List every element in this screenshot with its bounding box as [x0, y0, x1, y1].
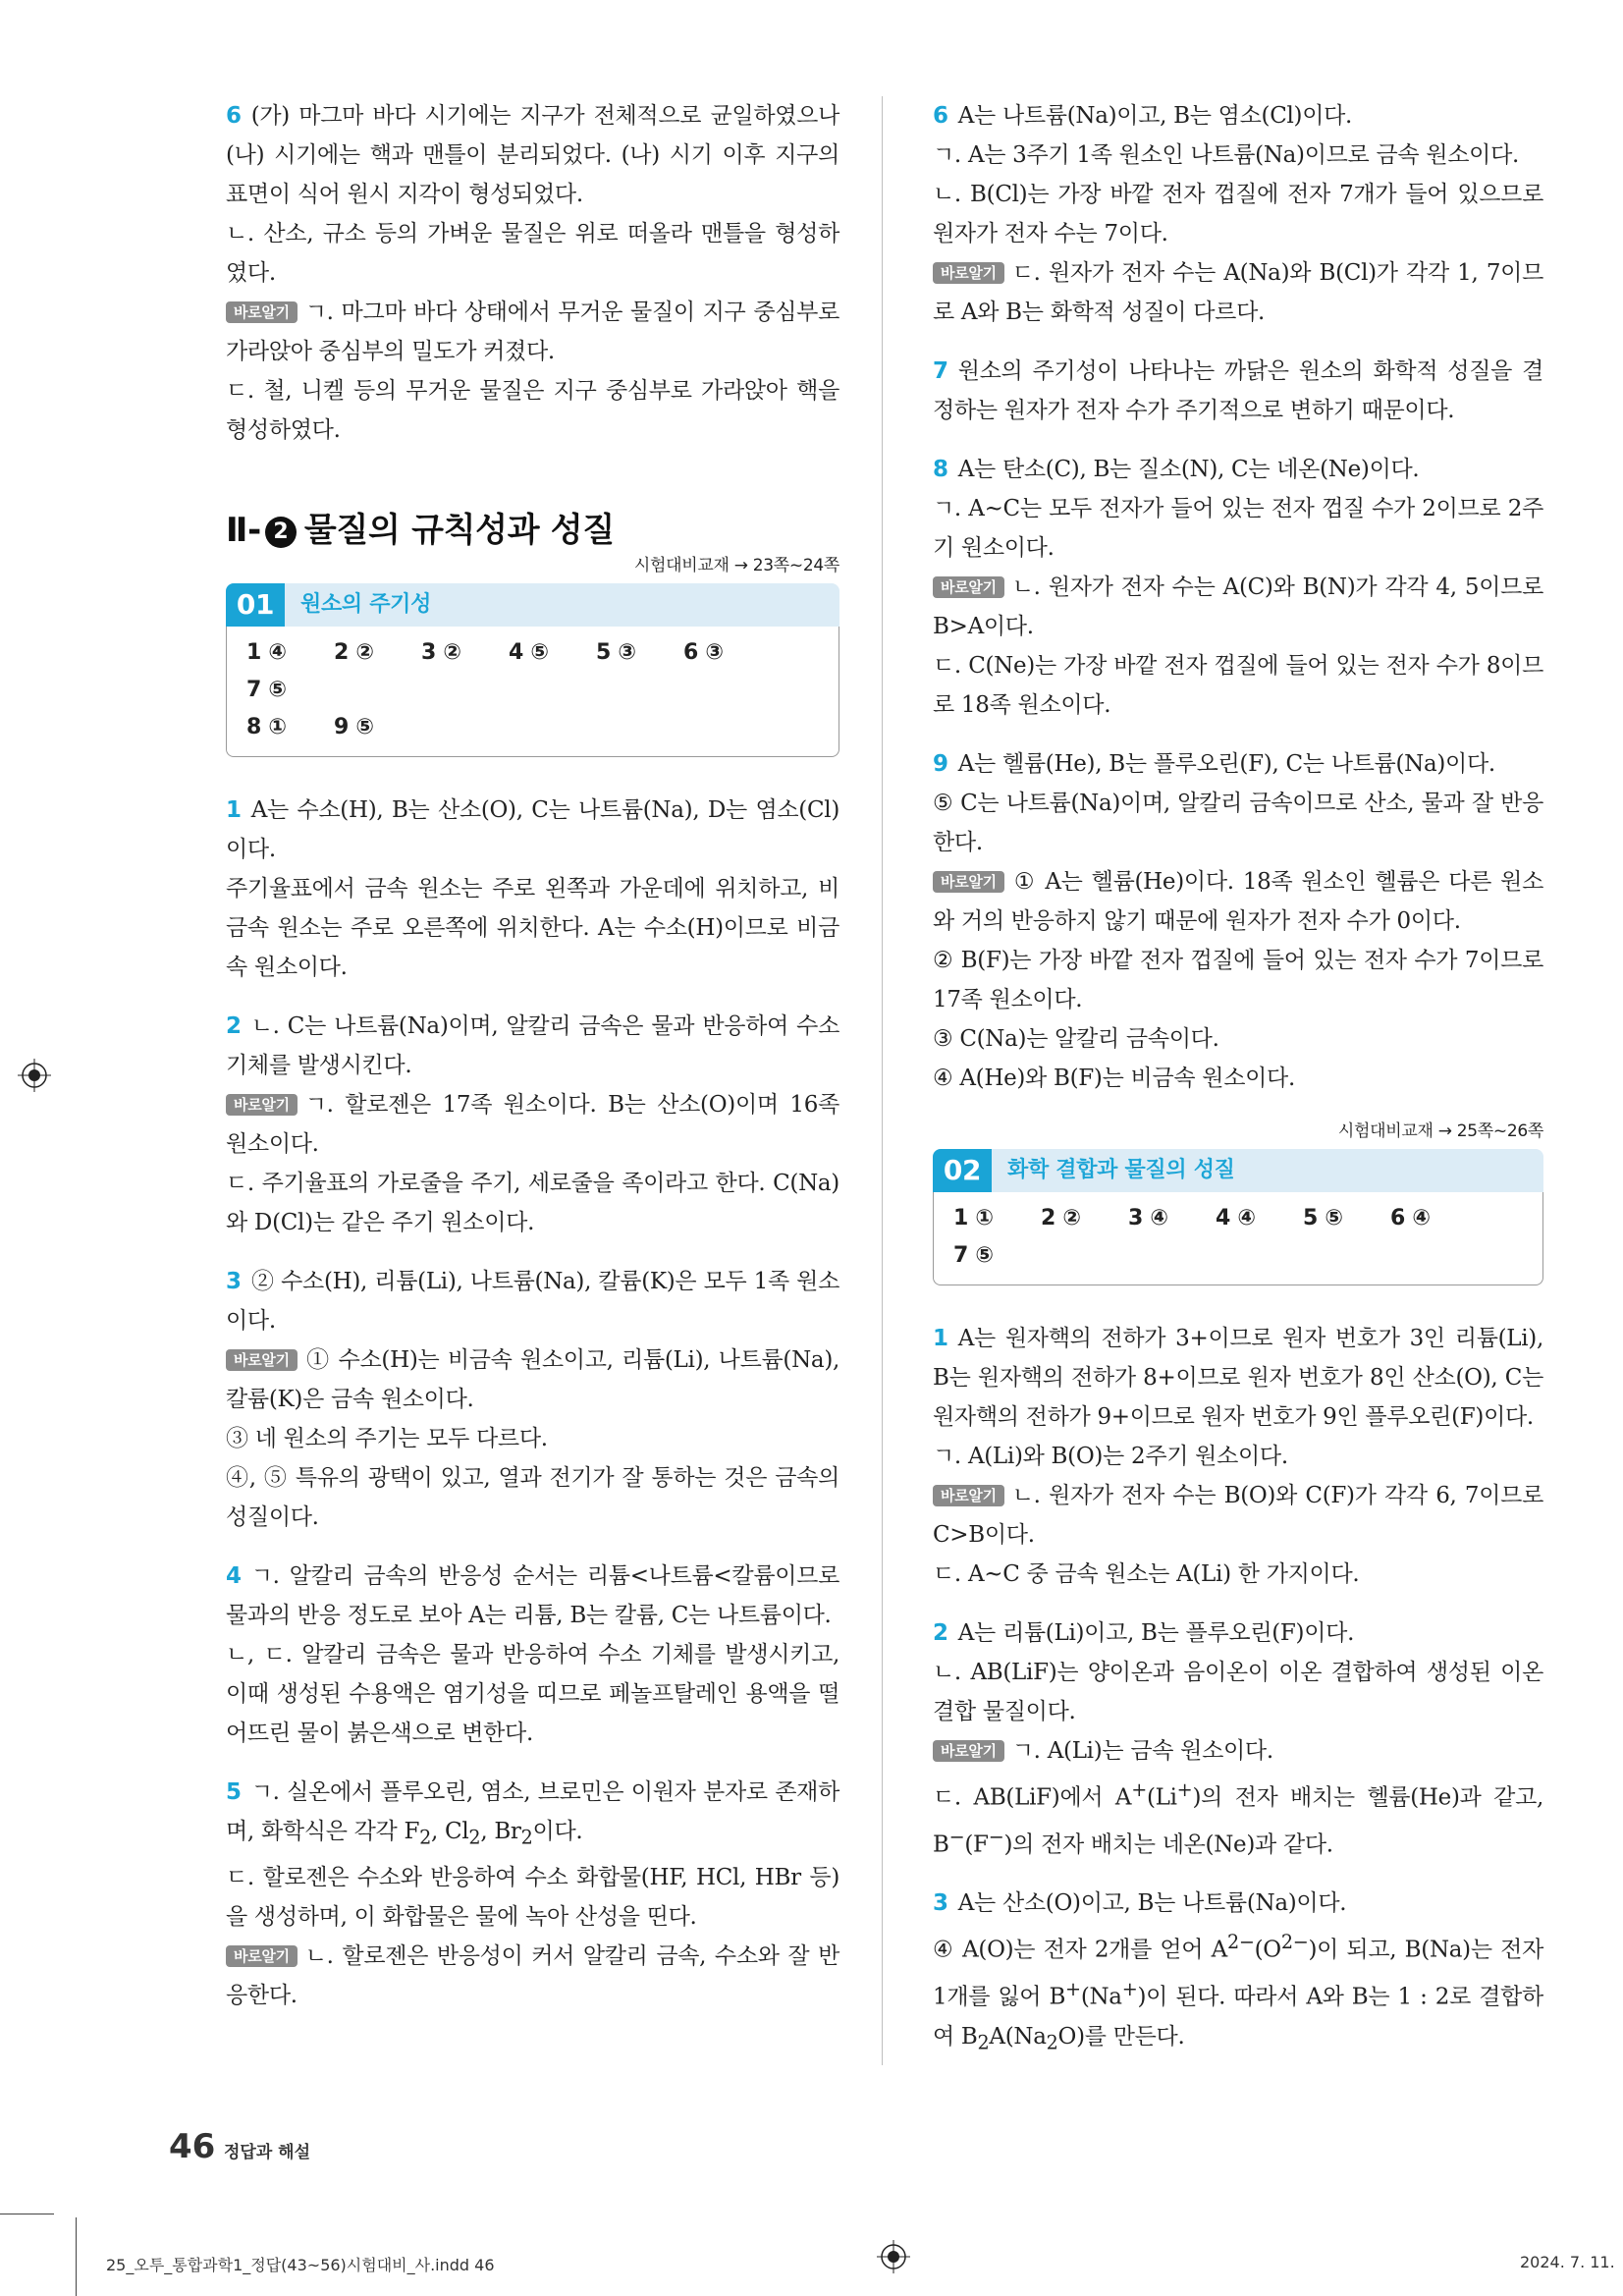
answer-right-r3	[933, 1884, 1543, 2062]
answer-right-9	[933, 744, 1543, 1098]
answer-right-8	[933, 450, 1543, 725]
explanation-text: ③ C(Na)는 알칼리 금속이다.	[933, 1026, 1219, 1052]
answer-box-header	[226, 583, 839, 627]
answer-left-6	[226, 96, 839, 450]
explanation-text: ② B(F)는 가장 바깥 전자 껍질에 들어 있는 전자 수가 7이므로 17족 원소이다.	[933, 948, 1543, 1012]
column-divider	[882, 96, 883, 2065]
left-column	[226, 96, 839, 2035]
explanation-text: ㄱ. 실온에서 플루오린, 염소, 브로민은 이원자 분자로 존재하며, 화학식은 각각 F	[226, 1779, 839, 1844]
registration-mark-icon	[877, 2240, 910, 2273]
answer-item: 5 ③	[596, 640, 636, 665]
superscript: +	[1176, 1778, 1193, 1801]
section-circle-number: 2	[265, 517, 297, 548]
explanation-text: ㄴ. 원자가 전자 수는 B(O)와 C(F)가 각각 6, 7이므로 C>B이다.	[933, 1483, 1543, 1548]
answer-box-title: 원소의 주기성	[300, 592, 432, 617]
explanation-text: ㄴ. AB(LiF)는 양이온과 음이온이 이온 결합하여 생성된 이온 결합 물질이다.	[933, 1660, 1543, 1724]
explanation-text: ㄷ. 할로젠은 수소와 반응하여 수소 화합물(HF, HCl, HBr 등)을 생성하며, 이 화합물은 물에 녹아 산성을 띤다.	[226, 1864, 839, 1930]
explanation-text: ㄷ. 철, 니켈 등의 무거운 물질은 지구 중심부로 가라앉아 핵을 형성하였다.	[226, 378, 839, 443]
section-title-text: 물질의 규칙성과 성질	[303, 511, 615, 550]
answer-item: 2 ②	[1041, 1206, 1081, 1230]
print-file-name: 25_오투_통합과학1_정답(43~56)시험대비_사.indd 46	[106, 2256, 495, 2274]
explanation-text: ① A는 헬륨(He)이다. 18족 원소인 헬륨은 다른 원소와 거의 반응하지 않기 때문에 원자가 전자 수가 0이다.	[933, 869, 1543, 934]
explanation-text: , Br	[480, 1819, 521, 1844]
superscript: +	[1131, 1778, 1147, 1801]
section-roman: Ⅱ-	[226, 511, 261, 550]
correction-badge: 바로알기	[226, 301, 298, 323]
question-number: 6	[226, 103, 242, 129]
explanation-text: )이 되고, B(Na)는 전자 1개를 잃어 B	[933, 1937, 1543, 2010]
answer-item: 6 ③	[683, 640, 724, 665]
explanation-text: ㄷ. A~C 중 금속 원소는 A(Li) 한 가지이다.	[933, 1561, 1360, 1587]
explanation-text: (Li	[1146, 1784, 1177, 1811]
superscript: 2−	[1226, 1931, 1255, 1954]
answer-right-6	[933, 96, 1543, 332]
explanation-text: ㄷ. 원자가 전자 수는 A(Na)와 B(Cl)가 각각 1, 7이므로 A와 B는 화학적 성질이 다르다.	[933, 260, 1543, 325]
correction-badge: 바로알기	[226, 1094, 298, 1116]
answer-item: 6 ④	[1390, 1206, 1431, 1230]
explanation-text: ㄴ, ㄷ. 알칼리 금속은 물과 반응하여 수소 기체를 발생시키고, 이때 생성된 수용액은 염기성을 띠므로 페놀프탈레인 용액을 떨어뜨린 물이 붉은색으로 변한다.	[226, 1642, 839, 1746]
reference-pages: 시험대비교재 → 25쪽~26쪽	[1337, 1121, 1543, 1141]
explanation-text: ㄱ. A~C는 모두 전자가 들어 있는 전자 껍질 수가 2이므로 2주기 원소이다.	[933, 496, 1543, 561]
explanation-text: ④ A(He)와 B(F)는 비금속 원소이다.	[933, 1066, 1295, 1091]
explanation-text: ㄷ. C(Ne)는 가장 바깥 전자 껍질에 들어 있는 전자 수가 8이므로 18족 원소이다.	[933, 653, 1543, 718]
explanation-text: ② 수소(H), 리튬(Li), 나트륨(Na), 칼륨(K)은 모두 1족 원소이다.	[226, 1269, 839, 1334]
explanation-text: ⑤ C는 나트륨(Na)이며, 알칼리 금속이므로 산소, 물과 잘 반응한다.	[933, 791, 1543, 855]
superscript: −	[988, 1825, 1004, 1848]
explanation-text: )의 전자 배치는 헬륨(He)과 같고, B	[933, 1784, 1543, 1858]
explanation-text: ㄴ. 할로젠은 반응성이 커서 알칼리 금속, 수소와 잘 반응한다.	[226, 1942, 839, 2008]
answer-item: 7 ⑤	[953, 1243, 994, 1268]
explanation-text: ㄴ. 산소, 규소 등의 가벼운 물질은 위로 떠올라 맨틀을 형성하였다.	[226, 221, 839, 286]
answer-left-4	[226, 1557, 839, 1753]
explanation-text: A는 헬륨(He), B는 플루오린(F), C는 나트륨(Na)이다.	[957, 751, 1495, 777]
answer-list	[226, 627, 839, 757]
explanation-text: O)를 만든다.	[1057, 2023, 1185, 2050]
explanation-text: A(Na	[989, 2023, 1047, 2050]
explanation-text: ④ A(O)는 전자 2개를 얻어 A	[933, 1937, 1227, 1963]
explanation-text: ㄱ. 할로젠은 17족 원소이다. B는 산소(O)이며 16족 원소이다.	[226, 1092, 839, 1157]
right-column	[933, 96, 1543, 2082]
explanation-text: ㄷ. AB(LiF)에서 A	[933, 1784, 1132, 1811]
answer-box-title: 화학 결합과 물질의 성질	[1007, 1158, 1235, 1182]
correction-badge: 바로알기	[933, 576, 1004, 598]
crop-mark	[76, 2217, 77, 2296]
registration-mark-icon	[18, 1059, 51, 1092]
superscript: 2−	[1280, 1931, 1309, 1954]
explanation-text: , Cl	[431, 1819, 469, 1844]
question-number: 5	[226, 1779, 242, 1805]
explanation-text: (F	[964, 1831, 989, 1858]
explanation-text: ③ 네 원소의 주기는 모두 다르다.	[226, 1426, 548, 1451]
explanation-text: )의 전자 배치는 네온(Ne)과 같다.	[1003, 1831, 1333, 1858]
explanation-text: ① 수소(H)는 비금속 원소이고, 리튬(Li), 나트륨(Na), 칼륨(K)은 금속 원소이다.	[226, 1347, 839, 1412]
explanation-text: ㄱ. 마그마 바다 상태에서 무거운 물질이 지구 중심부로 가라앉아 중심부의 밀도가 커졌다.	[226, 300, 839, 364]
question-number: 3	[933, 1890, 948, 1917]
explanation-text: ㄱ. A는 3주기 1족 원소인 나트륨(Na)이므로 금속 원소이다.	[933, 142, 1520, 168]
correction-badge: 바로알기	[226, 1349, 298, 1371]
subscript: 2	[1046, 2031, 1058, 2054]
answer-left-2	[226, 1007, 839, 1242]
explanation-text: A는 수소(H), B는 산소(O), C는 나트륨(Na), D는 염소(Cl)이다.	[226, 797, 839, 862]
answer-item: 1 ④	[246, 640, 287, 665]
answer-item: 4 ⑤	[509, 640, 549, 665]
answer-item: 7 ⑤	[246, 678, 287, 702]
correction-badge: 바로알기	[933, 1740, 1004, 1762]
explanation-text: ㄴ. C는 나트륨(Na)이며, 알칼리 금속은 물과 반응하여 수소 기체를 발생시킨다.	[226, 1013, 839, 1078]
explanation-text: (가) 마그마 바다 시기에는 지구가 전체적으로 균일하였으나 (나) 시기에는 핵과 맨틀이 분리되었다. (나) 시기 이후 지구의 표면이 식어 원시 지각이 형성되었다.	[226, 103, 839, 207]
answer-left-1	[226, 791, 839, 987]
explanation-text: ㄱ. A(Li)는 금속 원소이다.	[1011, 1738, 1273, 1764]
question-number: 9	[933, 751, 948, 777]
question-number: 2	[933, 1620, 948, 1646]
question-number: 4	[226, 1563, 242, 1589]
page-number: 46	[169, 2127, 216, 2166]
correction-badge: 바로알기	[933, 262, 1004, 284]
explanation-text: 원소의 주기성이 나타나는 까닭은 원소의 화학적 성질을 결정하는 원자가 전자 수가 주기적으로 변하기 때문이다.	[933, 358, 1543, 423]
explanation-text: A는 리튬(Li)이고, B는 플루오린(F)이다.	[957, 1620, 1355, 1646]
subscript: 2	[520, 1826, 533, 1849]
explanation-text: ㄷ. 주기율표의 가로줄을 주기, 세로줄을 족이라고 한다. C(Na)와 D(Cl)는 같은 주기 원소이다.	[226, 1171, 839, 1235]
question-number: 8	[933, 457, 948, 482]
answer-item: 1 ①	[953, 1206, 994, 1230]
answer-right-r2	[933, 1613, 1543, 1864]
correction-badge: 바로알기	[933, 871, 1004, 893]
explanation-text: )이 된다. 따라서 A와 B는 1 : 2로 결합하여 B	[933, 1984, 1543, 2050]
question-number: 3	[226, 1269, 242, 1294]
answer-item: 3 ④	[1128, 1206, 1168, 1230]
answer-item: 4 ④	[1216, 1206, 1256, 1230]
correction-badge: 바로알기	[226, 1945, 298, 1967]
question-number: 7	[933, 358, 948, 384]
answer-right-r1	[933, 1319, 1543, 1594]
explanation-text: ㄴ. B(Cl)는 가장 바깥 전자 껍질에 전자 7개가 들어 있으므로 원자가 전자 수는 7이다.	[933, 182, 1543, 246]
subscript: 2	[419, 1826, 432, 1849]
superscript: +	[1065, 1977, 1081, 2000]
answer-right-7	[933, 352, 1543, 430]
answer-box-01	[226, 583, 839, 757]
answer-item: 8 ①	[246, 715, 287, 739]
answer-item: 3 ②	[421, 640, 461, 665]
answer-left-5	[226, 1773, 839, 2015]
explanation-text: ㄱ. A(Li)와 B(O)는 2주기 원소이다.	[933, 1444, 1288, 1469]
explanation-text: A는 나트륨(Na)이고, B는 염소(Cl)이다.	[957, 103, 1353, 129]
explanation-text: A는 탄소(C), B는 질소(N), C는 네온(Ne)이다.	[957, 457, 1420, 482]
explanation-text: ④, ⑤ 특유의 광택이 있고, 열과 전기가 잘 통하는 것은 금속의 성질이다.	[226, 1465, 839, 1530]
explanation-text: 주기율표에서 금속 원소는 주로 왼쪽과 가운데에 위치하고, 비금속 원소는 주로 오른쪽에 위치한다. A는 수소(H)이므로 비금속 원소이다.	[226, 876, 839, 980]
question-number: 6	[933, 103, 948, 129]
explanation-text: (O	[1254, 1937, 1281, 1963]
subscript: 2	[468, 1826, 481, 1849]
explanation-text: ㄱ. 알칼리 금속의 반응성 순서는 리튬<나트륨<칼륨이므로 물과의 반응 정도로 보아 A는 리튬, B는 칼륨, C는 나트륨이다.	[226, 1563, 839, 1628]
question-number: 1	[226, 797, 242, 823]
answer-item: 2 ②	[334, 640, 374, 665]
print-date: 2024. 7. 11.	[1520, 2253, 1615, 2271]
reference-pages: 시험대비교재 → 23쪽~24쪽	[633, 556, 839, 575]
answer-box-number: 02	[933, 1149, 992, 1192]
explanation-text: (Na	[1080, 1984, 1122, 2010]
question-number: 2	[226, 1013, 242, 1039]
answer-item: 9 ⑤	[334, 715, 374, 739]
answer-box-number: 01	[226, 583, 285, 627]
page-label: 정답과 해설	[224, 2143, 311, 2162]
explanation-text: A는 원자핵의 전하가 3+이므로 원자 번호가 3인 리튬(Li), B는 원자핵의 전하가 8+이므로 원자 번호가 8인 산소(O), C는 원자핵의 전하가 9+이므로 원자 번호가 9인 플루오린(F)이다.	[933, 1326, 1543, 1430]
answer-box-02	[933, 1149, 1543, 1285]
answer-item: 5 ⑤	[1303, 1206, 1343, 1230]
answer-left-3	[226, 1262, 839, 1537]
subscript: 2	[977, 2031, 990, 2054]
question-number: 1	[933, 1326, 948, 1351]
answer-box-header	[933, 1149, 1543, 1192]
explanation-text: 이다.	[532, 1819, 583, 1844]
explanation-text: A는 산소(O)이고, B는 나트륨(Na)이다.	[957, 1890, 1347, 1917]
section-title	[226, 509, 839, 552]
superscript: −	[948, 1825, 965, 1848]
correction-badge: 바로알기	[933, 1485, 1004, 1506]
answer-list	[933, 1192, 1543, 1285]
explanation-text: ㄴ. 원자가 전자 수는 A(C)와 B(N)가 각각 4, 5이므로 B>A이다.	[933, 574, 1543, 639]
superscript: +	[1121, 1977, 1138, 2000]
